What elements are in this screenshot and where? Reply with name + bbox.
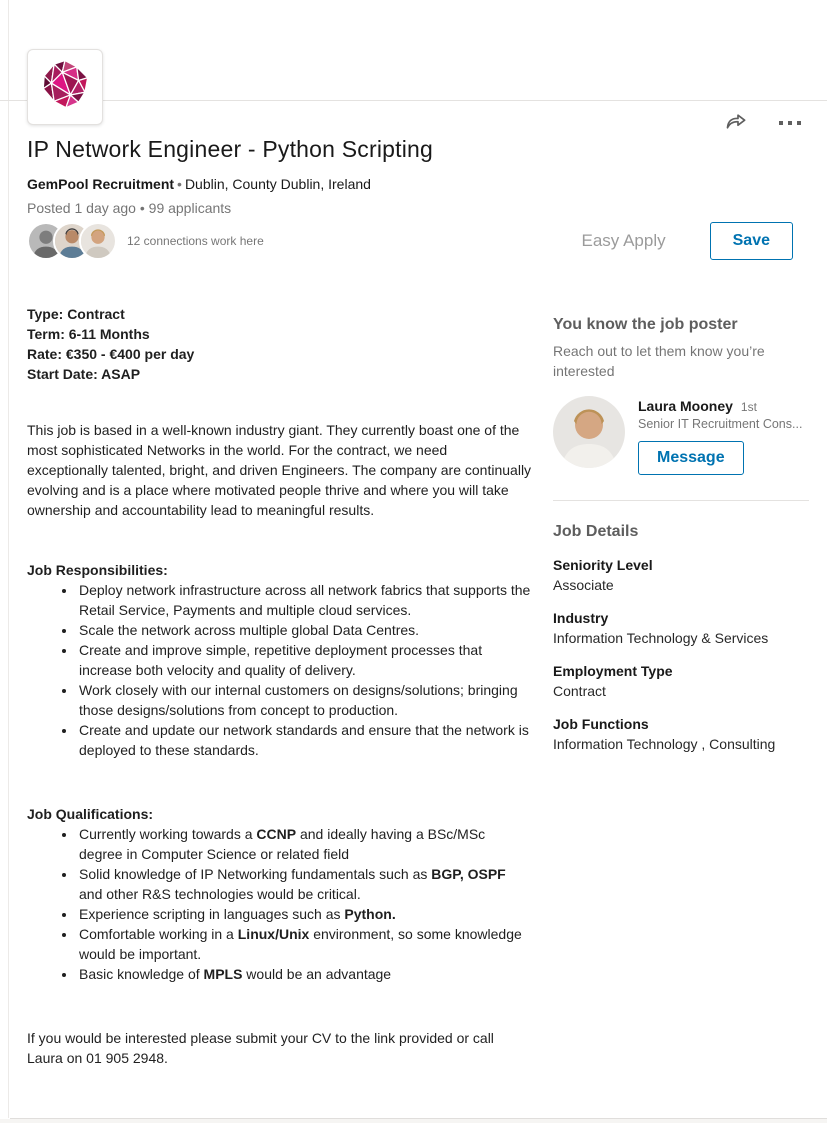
- gempool-gem-icon: [36, 56, 94, 119]
- header-divider: [0, 100, 827, 101]
- bullet-item: • Scale the network across multiple global Data Centres.: [77, 620, 532, 640]
- bullet-item: • Comfortable working in a Linux/Unix environment, so some knowledge would be important.: [77, 924, 532, 964]
- job-detail-item: [553, 714, 809, 754]
- job-detail-item: [553, 608, 809, 648]
- job-detail-item: [553, 555, 809, 595]
- job-detail-label: Job Functions: [553, 716, 649, 732]
- job-detail-value: Associate: [553, 577, 614, 593]
- bullet-item: • Currently working towards a CCNP and ideally having a BSc/MSc degree in Computer Science or related field: [77, 824, 532, 864]
- connections-label[interactable]: 12 connections work here: [127, 234, 264, 248]
- description-intro: This job is based in a well-known industry giant. They currently boast one of the most sophisticated Networks in the world. For the contract, we need exceptionally talented, bright, and driven Engineers. The company are continually evolving and is a place where motivated people thrive and where you will take ownership and accountability lead to meaningful results.: [27, 422, 532, 518]
- qualifications-list: [27, 824, 532, 984]
- job-summary: [27, 304, 532, 384]
- job-details-heading: Job Details: [553, 523, 639, 540]
- bullet-item: • Experience scripting in languages such as Python.: [77, 904, 532, 924]
- responsibilities-heading: Job Responsibilities:: [27, 562, 168, 578]
- job-details-list: [553, 555, 809, 754]
- job-location: Dublin, County Dublin, Ireland: [184, 176, 371, 192]
- job-sidebar: [553, 316, 809, 767]
- job-poster-subheading: Reach out to let them know you’re interested: [553, 343, 765, 379]
- bullet-item: • Work closely with our internal customers on designs/solutions; bringing those designs/solutions from concept to production.: [77, 680, 532, 720]
- sidebar-divider: [553, 500, 809, 501]
- save-button[interactable]: Save: [710, 222, 793, 260]
- company-logo[interactable]: [27, 49, 103, 125]
- responsibilities-list: [27, 580, 532, 760]
- share-button[interactable]: [721, 110, 751, 136]
- connection-avatar: [79, 222, 117, 260]
- overflow-menu-button[interactable]: [775, 110, 805, 136]
- job-detail-label: Employment Type: [553, 663, 673, 679]
- poster-connection-degree: 1st: [740, 400, 757, 414]
- job-detail-label: Seniority Level: [553, 557, 653, 573]
- job-poster-heading: You know the job poster: [553, 316, 738, 333]
- job-description: [27, 304, 532, 1068]
- bullet-item: • Create and improve simple, repetitive deployment processes that increase both velocity and quality of delivery.: [77, 640, 532, 680]
- description-outro: If you would be interested please submit your CV to the link provided or call Laura on 01 905 2948.: [27, 1030, 494, 1066]
- bullet-item: • Deploy network infrastructure across all network fabrics that supports the Retail Service, Payments and multiple cloud services.: [77, 580, 532, 620]
- poster-name[interactable]: Laura Mooney: [638, 398, 733, 414]
- job-detail-item: [553, 661, 809, 701]
- job-detail-label: Industry: [553, 610, 609, 626]
- job-summary-line: Type: Contract: [27, 306, 125, 322]
- job-detail-value: Information Technology , Consulting: [553, 736, 776, 752]
- next-card-edge: [0, 1119, 827, 1123]
- ellipsis-icon: [779, 121, 801, 125]
- qualifications-heading: Job Qualifications:: [27, 806, 154, 822]
- bullet-item: • Solid knowledge of IP Networking fundamentals such as BGP, OSPF and other R&S technologies would be critical.: [77, 864, 532, 904]
- posted-meta: Posted 1 day ago • 99 applicants: [27, 200, 232, 216]
- easy-apply-button[interactable]: Easy Apply: [581, 231, 666, 250]
- company-name-link[interactable]: GemPool Recruitment: [27, 176, 175, 192]
- card-left-border: [8, 0, 9, 1118]
- job-detail-value: Information Technology & Services: [553, 630, 769, 646]
- job-detail-value: Contract: [553, 683, 606, 699]
- job-summary-line: Term: 6-11 Months: [27, 326, 150, 342]
- share-arrow-icon: [723, 109, 749, 138]
- bullet-item: • Basic knowledge of MPLS would be an advantage: [77, 964, 532, 984]
- poster-headline: Senior IT Recruitment Cons...: [638, 417, 803, 431]
- bullet-item: • Create and update our network standards and ensure that the network is deployed to these standards.: [77, 720, 532, 760]
- job-summary-line: Rate: €350 - €400 per day: [27, 346, 195, 362]
- job-summary-line: Start Date: ASAP: [27, 366, 141, 382]
- poster-avatar[interactable]: [553, 396, 625, 468]
- connections-facepile[interactable]: [27, 222, 117, 260]
- message-button[interactable]: Message: [638, 441, 744, 475]
- dot-separator: •: [177, 176, 182, 192]
- job-title: IP Network Engineer - Python Scripting: [27, 136, 434, 162]
